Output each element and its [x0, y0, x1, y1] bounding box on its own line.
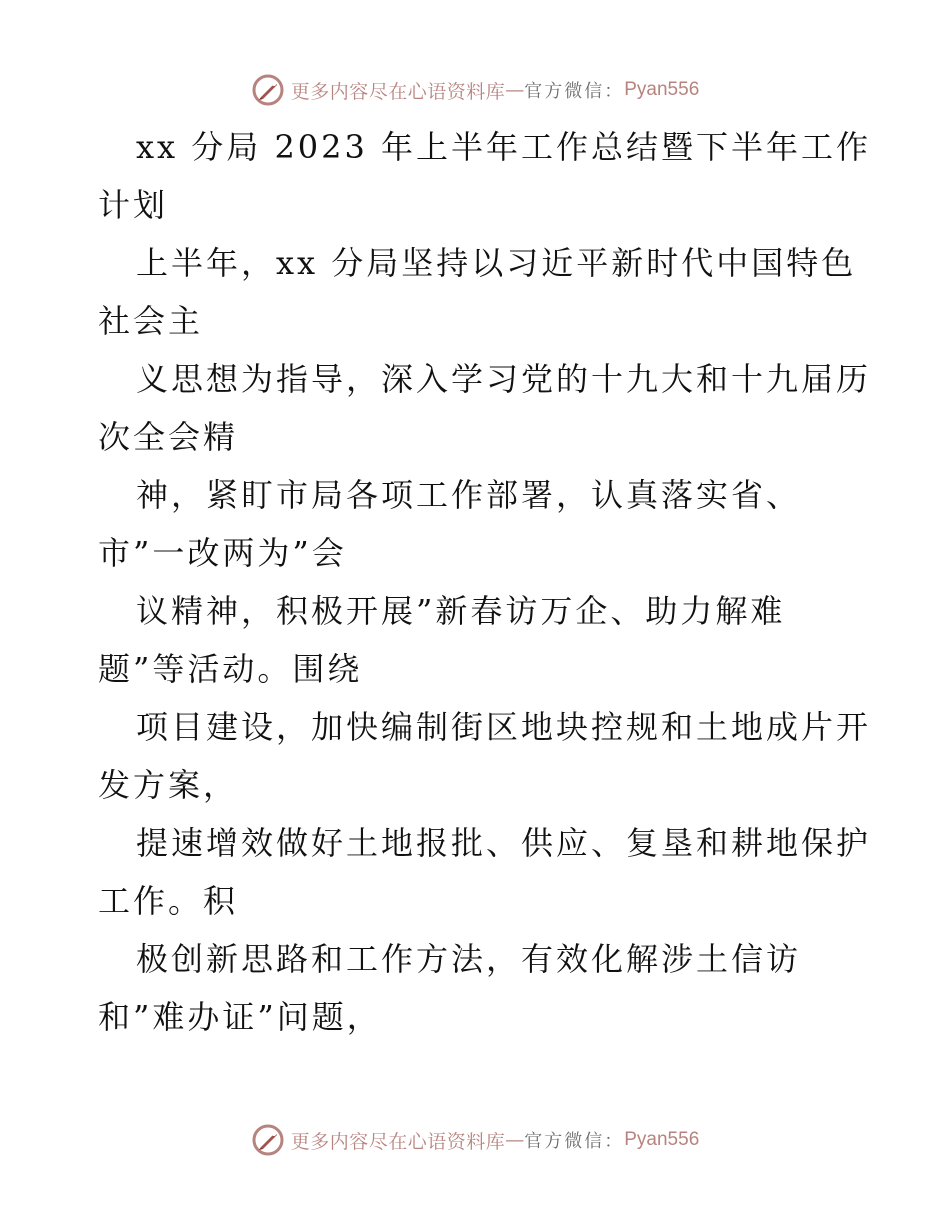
- paragraph-line: 神，紧盯市局各项工作部署，认真落实省、: [136, 476, 802, 514]
- watermark-site-text: 更多内容尽在心语资料库: [290, 80, 506, 103]
- paragraph-line: 和”难办证”问题，: [98, 998, 382, 1036]
- watermark-separator: —: [505, 79, 525, 101]
- paragraph-line: 议精神，积极开展”新春访万企、助力解难: [136, 592, 786, 630]
- paragraph-line: 社会主: [98, 302, 204, 340]
- paragraph-line: 次全会精: [98, 418, 239, 456]
- paragraph-line: 义思想为指导，深入学习党的十九大和十九届历: [136, 360, 872, 398]
- title-line-2: 计划: [98, 186, 169, 224]
- watermark-account-id: Pyan556: [624, 1129, 700, 1150]
- watermark-account-id: Pyan556: [624, 79, 700, 100]
- paragraph-line: 提速增效做好土地报批、供应、复垦和耕地保护: [136, 824, 872, 862]
- watermark-official-label: 官方微信：: [524, 81, 625, 102]
- header-watermark: [0, 70, 950, 110]
- paragraph-line: 题”等活动。围绕: [98, 650, 363, 688]
- document-body: [98, 118, 872, 1046]
- pen-logo-icon: [251, 1123, 285, 1157]
- paragraph-line: 上半年，xx 分局坚持以习近平新时代中国特色: [136, 244, 857, 282]
- title-line-1: xx 分局 2023 年上半年工作总结暨下半年工作: [136, 128, 872, 166]
- watermark-site-text: 更多内容尽在心语资料库: [290, 1130, 506, 1153]
- watermark-official-label: 官方微信：: [524, 1131, 625, 1152]
- watermark-separator: —: [505, 1129, 525, 1151]
- paragraph-line: 项目建设，加快编制街区地块控规和土地成片开: [136, 708, 872, 746]
- paragraph-line: 极创新思路和工作方法，有效化解涉土信访: [136, 940, 802, 978]
- paragraph-line: 工作。积: [98, 882, 239, 920]
- paragraph-line: 发方案，: [98, 766, 239, 804]
- footer-watermark: [0, 1120, 950, 1160]
- paragraph-line: 市”一改两为”会: [98, 534, 347, 572]
- pen-logo-icon: [251, 73, 285, 107]
